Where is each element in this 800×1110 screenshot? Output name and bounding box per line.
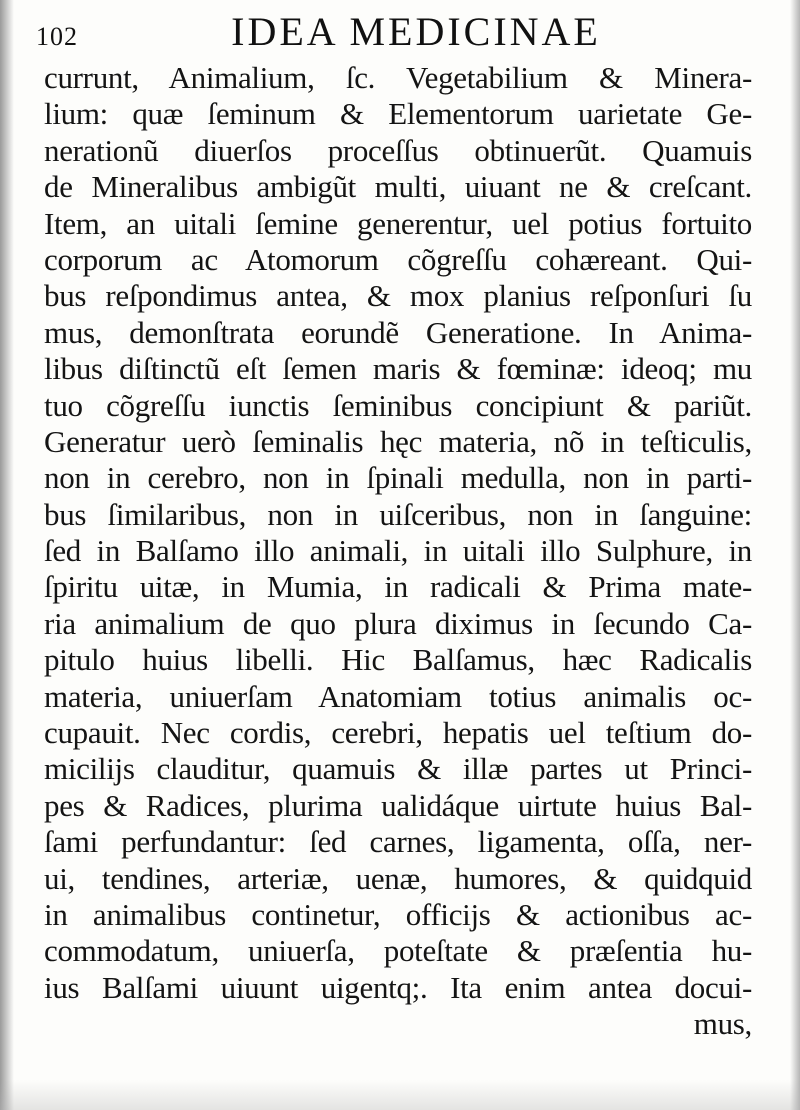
text-line: ria animalium de quo plura diximus in ſecundo Ca- <box>44 605 752 641</box>
text-line: bus reſpondimus antea, & mox planius reſponſuri ſu <box>44 278 752 314</box>
text-line: cupauit. Nec cordis, cerebri, hepatis uel teſtium do- <box>44 715 752 751</box>
page-header <box>36 8 756 58</box>
text-line: mus, demonſtrata eorundẽ Generatione. In Anima- <box>44 314 752 350</box>
text-line: Generatur uerò ſeminalis hęc materia, nõ in teſticulis, <box>44 423 752 459</box>
text-line: Item, an uitali ſemine generentur, uel potius fortuito <box>44 205 752 241</box>
text-line: tuo cõgreſſu iunctis ſeminibus concipiunt & pariũt. <box>44 387 752 423</box>
text-line: ſami perfundantur: ſed carnes, ligamenta, oſſa, ner- <box>44 824 752 860</box>
text-line: pitulo huius libelli. Hic Balſamus, hæc Radicalis <box>44 642 752 678</box>
text-line: non in cerebro, non in ſpinali medulla, non in parti- <box>44 460 752 496</box>
text-line: ui, tendines, arteriæ, uenæ, humores, & quidquid <box>44 860 752 896</box>
body-text <box>44 60 752 1043</box>
page-number: 102 <box>36 22 78 51</box>
text-line: corporum ac Atomorum cõgreſſu cohæreant. Qui- <box>44 241 752 277</box>
page-bottom-shade <box>0 1080 800 1110</box>
gutter-shadow <box>0 0 14 1110</box>
text-line: de Mineralibus ambigũt multi, uiuant ne & creſcant. <box>44 169 752 205</box>
text-line: in animalibus continetur, officijs & actionibus ac- <box>44 896 752 932</box>
edge-shadow <box>790 0 800 1110</box>
text-line: pes & Radices, plurima ualidáque uirtute huius Bal- <box>44 787 752 823</box>
text-line: lium: quæ ſeminum & Elementorum uarietate Ge- <box>44 96 752 132</box>
text-line: bus ſimilaribus, non in uiſceribus, non in ſanguine: <box>44 496 752 532</box>
running-title: IDEA MEDICINAE <box>231 9 601 54</box>
text-line: materia, uniuerſam Anatomiam totius animalis oc- <box>44 678 752 714</box>
text-line: nerationũ diuerſos proceſſus obtinuerũt. Quamuis <box>44 132 752 168</box>
text-line: micilijs clauditur, quamuis & illæ partes ut Princi- <box>44 751 752 787</box>
text-line: currunt, Animalium, ſc. Vegetabilium & Minera- <box>44 60 752 95</box>
catchword: mus, <box>693 1006 752 1042</box>
text-line: ſed in Balſamo illo animali, in uitali illo Sulphure, in <box>44 533 752 569</box>
text-line: ius Balſami uiuunt uigentq;. Ita enim antea docui- <box>44 969 752 1005</box>
text-line: commodatum, uniuerſa, poteſtate & præſentia hu- <box>44 933 752 969</box>
text-line: libus diſtinctũ eſt ſemen maris & fœminæ: ideoq; mu <box>44 351 752 387</box>
text-line: ſpiritu uitæ, in Mumia, in radicali & Prima mate- <box>44 569 752 605</box>
